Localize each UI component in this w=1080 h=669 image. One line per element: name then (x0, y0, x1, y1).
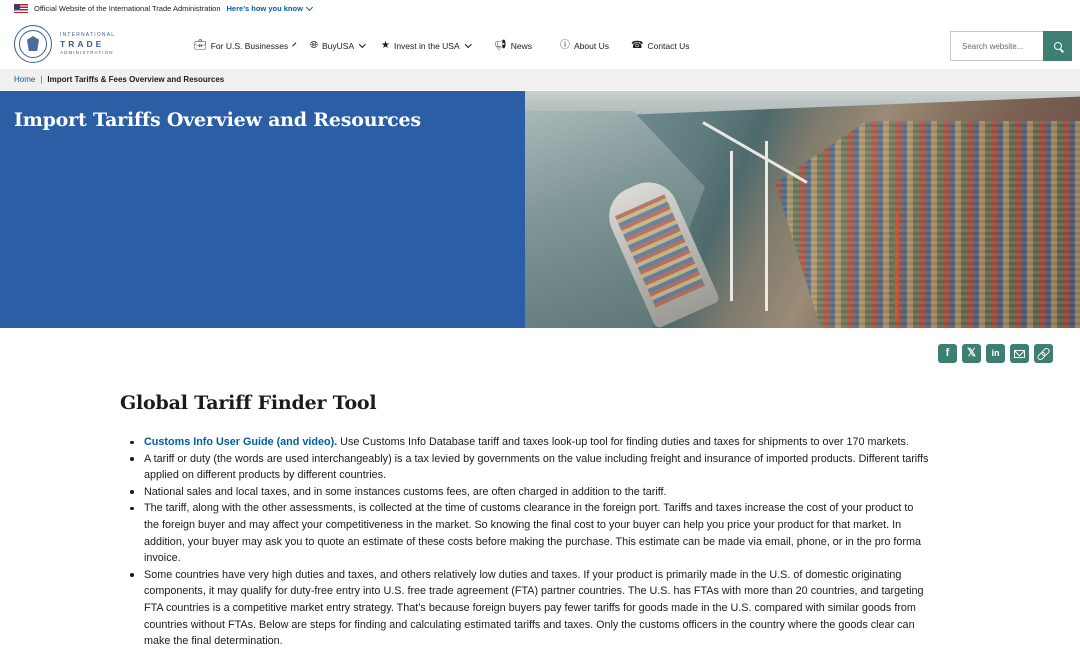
logo-line-2: TRADE (60, 39, 105, 49)
search-icon (1054, 42, 1062, 50)
chevron-down-icon (306, 4, 313, 11)
list-item-text: Use Customs Info Database tariff and taxes look-up tool for finding duties and taxes for shipments to over 170 markets. (337, 436, 909, 448)
list-item-text: A tariff or duty (the words are used interchangeably) is a tax levied by governments on the value including freight and insurance of imported products. Different tariffs applied on different products by different countries. (144, 452, 929, 482)
breadcrumb-separator: | (40, 75, 43, 84)
ita-logo[interactable] (14, 25, 115, 63)
hero-title-panel (0, 91, 525, 328)
commerce-seal-icon (14, 25, 52, 63)
breadcrumb-current: Import Tariffs & Fees Overview and Resources (47, 75, 225, 84)
nav-label: News (510, 41, 532, 51)
hero-port-image (525, 91, 1080, 328)
email-icon (1014, 350, 1025, 358)
nav-about-us[interactable] (560, 41, 631, 51)
nav-news[interactable] (494, 41, 560, 51)
star-icon: ★ (381, 40, 390, 51)
share-copy-link-button[interactable] (1034, 344, 1053, 363)
heres-how-you-know-link[interactable] (227, 4, 312, 13)
main-nav (194, 41, 690, 51)
breadcrumb-home-link[interactable]: Home (14, 75, 36, 84)
nav-label: For U.S. Businesses (210, 41, 289, 51)
image-container-yard (775, 121, 1080, 328)
share-facebook-button[interactable] (938, 344, 957, 363)
chevron-down-icon (359, 41, 365, 47)
image-crane-boom (702, 121, 807, 184)
chevron-down-icon (293, 43, 297, 47)
site-search (950, 31, 1072, 61)
linkedin-icon: in (991, 348, 1000, 358)
nav-buyusa[interactable] (310, 41, 381, 51)
list-item (144, 451, 930, 484)
list-item-text: The tariff, along with the other assessments, is collected at the time of customs clearance in the foreign port. Tariffs and taxes increase the cost of your product to the foreign buyer and may affect your competitiveness in the market. So knowing the final cost to your buyer can help you price your product for that market. In addition, your buyer may ask you to quote an estimate of these costs before making the purchase. This estimate can be made via email, phone, or in the pro forma invoice. (144, 502, 922, 565)
x-icon: 𝕏 (967, 347, 976, 359)
image-crane (765, 141, 768, 311)
nav-for-us-businesses[interactable] (194, 41, 295, 51)
search-input[interactable] (950, 31, 1043, 61)
image-crane (730, 151, 733, 301)
nav-label: About Us (574, 41, 609, 51)
official-site-text: Official Website of the International Trade Administration (34, 4, 221, 13)
share-linkedin-button[interactable] (986, 344, 1005, 363)
customs-info-guide-link[interactable]: Customs Info User Guide (and video). (144, 436, 338, 448)
chevron-down-icon (465, 41, 471, 47)
list-item (144, 567, 930, 650)
list-item (144, 484, 930, 501)
list-item (144, 500, 930, 566)
logo-line-3: ADMINISTRATION (60, 49, 114, 55)
list-item-text: National sales and local taxes, and in some instances customs fees, are often charged in addition to the tariff. (144, 485, 667, 498)
nav-label: BuyUSA (322, 41, 355, 51)
hero-banner (0, 91, 1080, 328)
globe-icon: 🌐︎ (310, 40, 318, 51)
image-crane (895, 211, 898, 321)
main-content (120, 392, 930, 650)
copy-link-icon (1038, 348, 1049, 359)
nav-label: Contact Us (647, 41, 690, 51)
phone-icon: ☎ (631, 40, 644, 51)
info-icon: ⓘ (560, 40, 570, 51)
share-x-button[interactable] (962, 344, 981, 363)
briefcase-icon: 💼︎ (194, 40, 207, 51)
search-button[interactable] (1043, 31, 1072, 61)
megaphone-icon: 📢︎ (494, 40, 507, 51)
heres-how-you-know-label: Here’s how you know (226, 4, 303, 13)
facebook-icon: f (945, 347, 950, 359)
nav-invest-in-the-usa[interactable] (381, 41, 481, 51)
us-flag-icon (14, 4, 28, 13)
share-buttons (938, 344, 1053, 363)
list-item-text: Some countries have very high duties and taxes, and others relatively low duties and taxes. If your product is primarily made in the U.S. of domestic originating components, it may qualify for duty-free entry into U.S. free trade agreement (FTA) partner countries. The U.S. has FTAs with more than 20 countries, and targeting FTA countries is a competitive market entry strategy. That’s because foreign buyers pay fewer tariffs for goods made in the U.S. compared with similar goods from countries without FTAs. Below are steps for finding and calculating estimated tariffs and taxes. Only the customs officers in the country where the goods clear can make the final determination. (144, 568, 924, 648)
breadcrumb (0, 69, 1080, 90)
logo-wordmark (60, 33, 115, 55)
logo-line-1: INTERNATIONAL (60, 32, 116, 38)
share-email-button[interactable] (1010, 344, 1029, 363)
section-title: Global Tariff Finder Tool (120, 392, 377, 414)
tariff-info-list (120, 434, 930, 650)
site-header (0, 17, 1080, 69)
page-title: Import Tariffs Overview and Resources (14, 109, 421, 131)
nav-label: Invest in the USA (393, 41, 460, 51)
list-item (144, 434, 930, 451)
official-site-banner (0, 0, 1080, 17)
nav-contact-us[interactable] (631, 41, 690, 51)
